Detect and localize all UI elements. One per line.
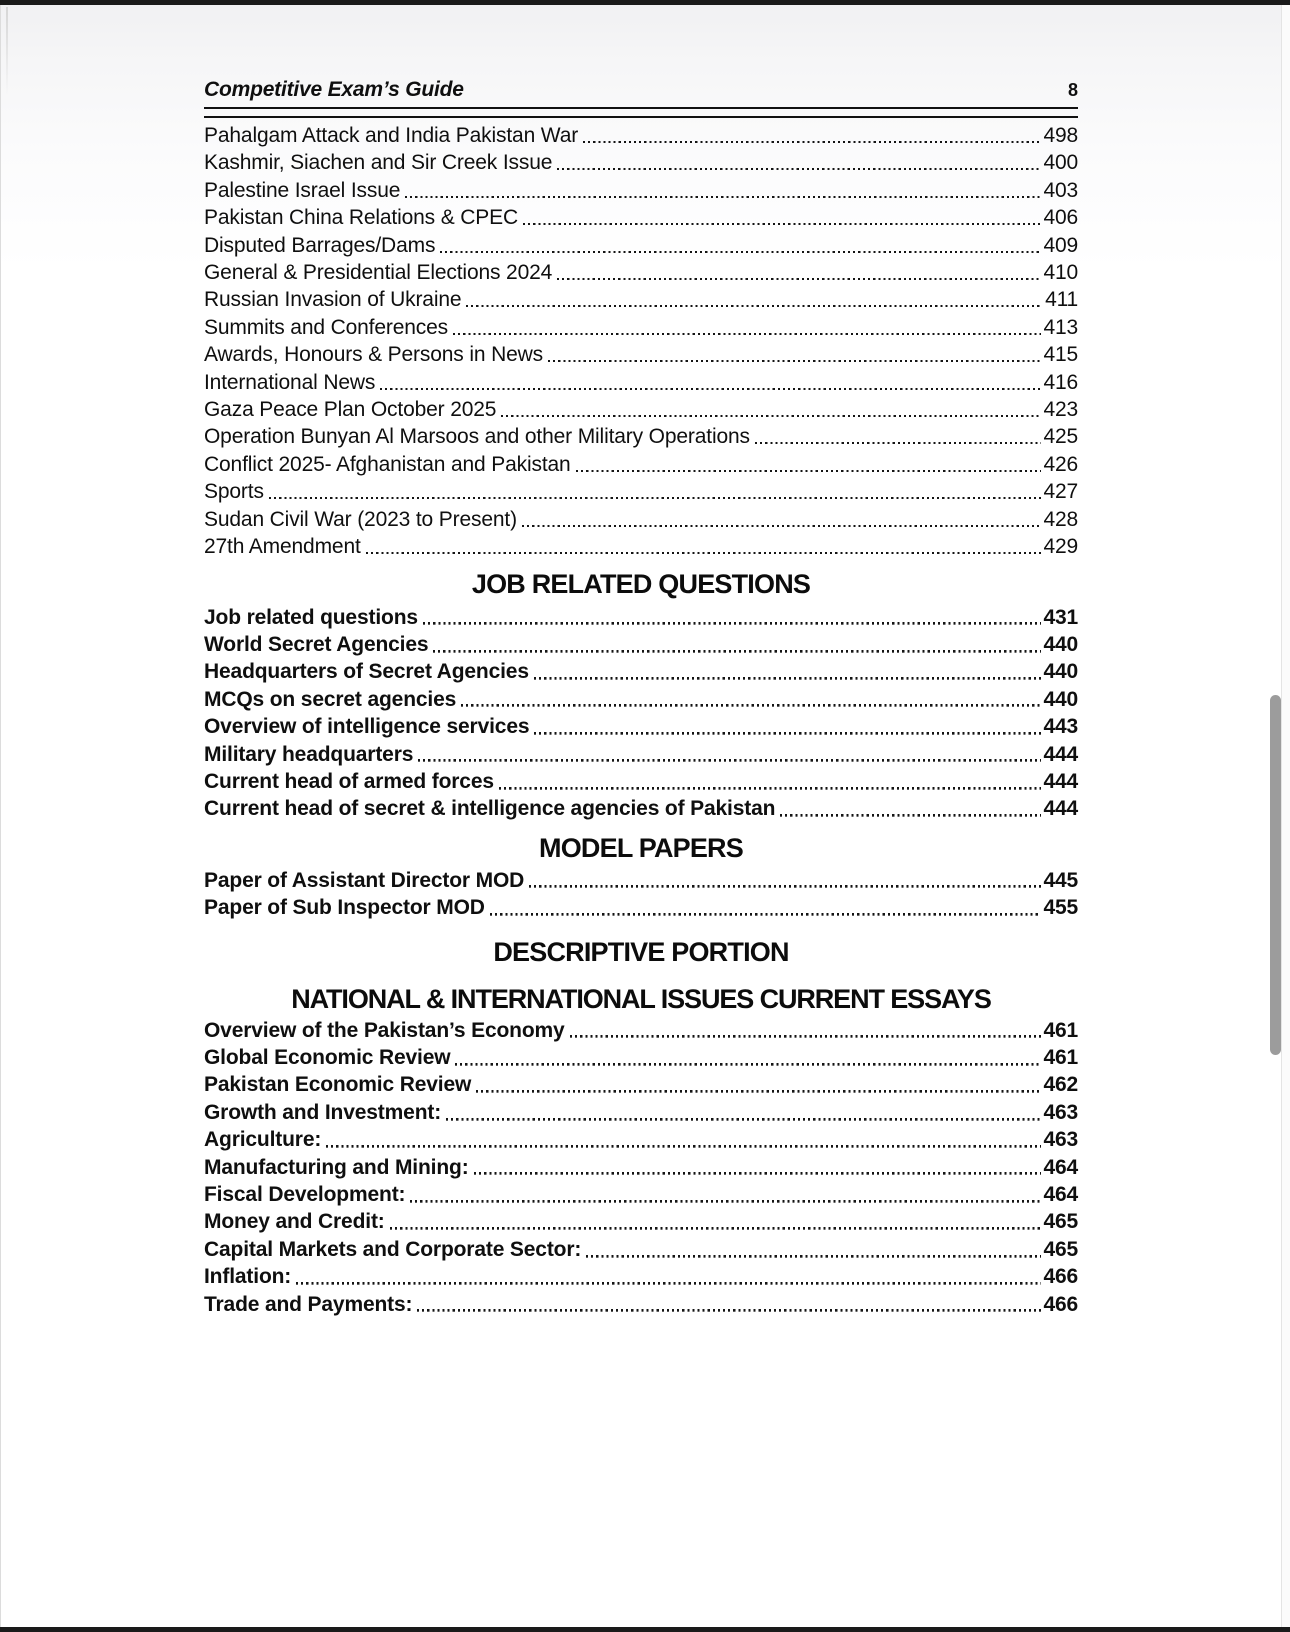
- scrollbar-thumb[interactable]: [1270, 695, 1281, 1055]
- toc-entry-title: Global Economic Review: [204, 1045, 451, 1069]
- toc-entry: [204, 1044, 1078, 1071]
- toc-entry-title: Headquarters of Secret Agencies: [204, 660, 529, 684]
- toc-entry-page: 466: [1043, 1292, 1078, 1316]
- toc-entry-title: Growth and Investment:: [204, 1100, 442, 1124]
- toc-entry-title: Awards, Honours & Persons in News: [204, 343, 543, 367]
- toc-entry-page: 409: [1043, 233, 1078, 257]
- toc-entry-page: 415: [1043, 343, 1078, 367]
- toc-entry: [204, 259, 1078, 286]
- dot-leader: [586, 1236, 1040, 1263]
- toc-entry-title: Money and Credit:: [204, 1210, 385, 1234]
- dot-leader: [440, 232, 1040, 259]
- toc-entry-title: Kashmir, Siachen and Sir Creek Issue: [204, 151, 553, 175]
- toc-entry-page: 444: [1043, 769, 1078, 793]
- toc-entry-title: Russian Invasion of Ukraine: [204, 288, 462, 312]
- book-title: Competitive Exam’s Guide: [204, 78, 464, 101]
- toc-entry: [204, 604, 1078, 631]
- dot-leader: [499, 768, 1041, 795]
- toc-entry-title: Gaza Peace Plan October 2025: [204, 398, 497, 422]
- toc-entry-page: 425: [1043, 425, 1078, 449]
- dot-leader: [534, 658, 1041, 685]
- toc-entry-title: Paper of Assistant Director MOD: [204, 868, 525, 892]
- dot-leader: [570, 1017, 1041, 1044]
- toc-entry-page: 464: [1043, 1155, 1078, 1179]
- toc-entry: [204, 341, 1078, 368]
- toc-entry-title: Palestine Israel Issue: [204, 178, 401, 202]
- toc-entry-title: 27th Amendment: [204, 535, 361, 559]
- toc-entry-title: Pakistan China Relations & CPEC: [204, 206, 519, 230]
- toc-entry-page: 463: [1043, 1100, 1078, 1124]
- dot-leader: [780, 795, 1040, 822]
- toc-entry: [204, 1181, 1078, 1208]
- dot-leader: [755, 423, 1041, 450]
- toc-entry-page: 461: [1043, 1018, 1078, 1042]
- dot-leader: [417, 1291, 1040, 1318]
- dot-leader: [490, 894, 1041, 921]
- dot-leader: [557, 149, 1040, 176]
- toc-entry-title: Current head of secret & intelligence agencies of Pakistan: [204, 797, 776, 821]
- scrollbar-track[interactable]: [1281, 5, 1290, 1627]
- dot-leader: [418, 741, 1040, 768]
- toc-entry: [204, 658, 1078, 685]
- toc-entry-title: Pahalgam Attack and India Pakistan War: [204, 124, 579, 147]
- toc-entry: [204, 369, 1078, 396]
- toc-entry-page: 498: [1043, 124, 1078, 147]
- toc-entry-page: 440: [1043, 632, 1078, 656]
- dot-leader: [501, 396, 1040, 423]
- toc-entry: [204, 1126, 1078, 1153]
- dot-leader: [474, 1154, 1041, 1181]
- toc-entry: [204, 204, 1078, 231]
- dot-leader: [366, 533, 1041, 560]
- toc-entry: [204, 894, 1078, 921]
- dot-leader: [269, 478, 1041, 505]
- dot-leader: [476, 1071, 1040, 1098]
- toc-entry-page: 426: [1043, 452, 1078, 476]
- toc-entry: [204, 1099, 1078, 1126]
- toc-entry-title: Conflict 2025- Afghanistan and Pakistan: [204, 452, 571, 476]
- toc-entry-title: Manufacturing and Mining:: [204, 1155, 469, 1179]
- toc-entry-page: 465: [1043, 1237, 1078, 1261]
- toc-entry-page: 427: [1043, 480, 1078, 504]
- toc-entry-title: Operation Bunyan Al Marsoos and other Military Operations: [204, 425, 750, 449]
- toc-entry-page: 403: [1043, 178, 1078, 202]
- dot-leader: [583, 122, 1040, 149]
- toc-entry: [204, 478, 1078, 505]
- toc-entry-title: General & Presidential Elections 2024: [204, 261, 553, 285]
- toc-entry: [204, 1208, 1078, 1235]
- toc-entry-title: Overview of the Pakistan’s Economy: [204, 1018, 565, 1042]
- toc-list: [204, 122, 1078, 1318]
- section-heading: MODEL PAPERS: [539, 832, 743, 863]
- toc-entry-page: 465: [1043, 1210, 1078, 1234]
- toc-entry-title: Current head of armed forces: [204, 769, 494, 793]
- toc-entry-title: Trade and Payments:: [204, 1292, 413, 1316]
- toc-entry: [204, 741, 1078, 768]
- toc-entry-page: 413: [1043, 315, 1078, 339]
- toc-entry-title: Sports: [204, 480, 264, 504]
- toc-entry-page: 423: [1043, 398, 1078, 422]
- toc-entry-page: 461: [1043, 1045, 1078, 1069]
- toc-entry-page: 443: [1043, 715, 1078, 739]
- dot-leader: [534, 713, 1040, 740]
- dot-leader: [548, 341, 1041, 368]
- top-edge-bar: [0, 0, 1290, 5]
- toc-entry-page: 411: [1045, 288, 1078, 312]
- toc-entry: [204, 686, 1078, 713]
- toc-entry-title: Paper of Sub Inspector MOD: [204, 896, 485, 920]
- toc-entry: [204, 451, 1078, 478]
- toc-entry-page: 400: [1043, 151, 1078, 175]
- dot-leader: [453, 314, 1041, 341]
- toc-entry-title: World Secret Agencies: [204, 632, 429, 656]
- toc-entry-page: 444: [1043, 742, 1078, 766]
- toc-entry-title: Job related questions: [204, 605, 418, 629]
- toc-entry: [204, 1236, 1078, 1263]
- toc-entry-title: Capital Markets and Corporate Sector:: [204, 1237, 582, 1261]
- dot-leader: [557, 259, 1040, 286]
- toc-entry-page: 410: [1043, 261, 1078, 285]
- toc-entry-title: Agriculture:: [204, 1128, 322, 1152]
- toc-entry-page: 416: [1043, 370, 1078, 394]
- dot-leader: [433, 631, 1040, 658]
- dot-leader: [326, 1126, 1040, 1153]
- bottom-edge-bar: [0, 1627, 1290, 1632]
- section-heading: JOB RELATED QUESTIONS: [471, 568, 811, 599]
- toc-entry-page: 429: [1043, 535, 1078, 559]
- left-page-edge: [0, 5, 1, 1627]
- toc-entry-title: Inflation:: [204, 1265, 292, 1289]
- section-heading: NATIONAL & INTERNATIONAL ISSUES CURRENT ESSAYS: [291, 983, 991, 1014]
- toc-entry: [204, 533, 1078, 560]
- scanned-toc-page: [0, 5, 1290, 1627]
- toc-entry: [204, 631, 1078, 658]
- toc-entry: [204, 1154, 1078, 1181]
- toc-entry-page: 462: [1043, 1073, 1078, 1097]
- dot-leader: [461, 686, 1040, 713]
- toc-entry-title: Disputed Barrages/Dams: [204, 233, 436, 257]
- toc-entry: [204, 177, 1078, 204]
- page-number: 8: [1067, 80, 1078, 100]
- toc-entry: [204, 1071, 1078, 1098]
- toc-entry-page: 440: [1043, 660, 1078, 684]
- toc-entry: [204, 423, 1078, 450]
- dot-leader: [466, 286, 1042, 313]
- toc-entry-title: International News: [204, 370, 376, 394]
- toc-entry: [204, 768, 1078, 795]
- toc-entry-page: 464: [1043, 1183, 1078, 1206]
- toc-entry: [204, 1017, 1078, 1044]
- toc-entry-page: 431: [1043, 605, 1078, 629]
- toc-entry: [204, 286, 1078, 313]
- toc-entry-page: 463: [1043, 1128, 1078, 1152]
- toc-entry-page: 406: [1043, 206, 1078, 230]
- header-double-rule: [204, 107, 1078, 118]
- toc-entry-page: 428: [1043, 507, 1078, 531]
- dot-leader: [405, 177, 1040, 204]
- toc-entry-page: 445: [1043, 868, 1078, 892]
- toc-entry-page: 444: [1043, 797, 1078, 821]
- dot-leader: [455, 1044, 1040, 1071]
- toc-entry: [204, 1291, 1078, 1318]
- toc-entry: [204, 506, 1078, 533]
- dot-leader: [523, 204, 1041, 231]
- dot-leader: [423, 604, 1041, 631]
- toc-entry-title: Overview of intelligence services: [204, 715, 530, 739]
- toc-entry: [204, 149, 1078, 176]
- toc-entry: [204, 232, 1078, 259]
- dot-leader: [522, 506, 1041, 533]
- toc-entry: [204, 795, 1078, 822]
- dot-leader: [390, 1208, 1041, 1235]
- toc-entry-title: Pakistan Economic Review: [204, 1073, 472, 1097]
- dot-leader: [446, 1099, 1040, 1126]
- dot-leader: [410, 1181, 1040, 1208]
- toc-entry: [204, 314, 1078, 341]
- toc-entry-title: Military headquarters: [204, 742, 414, 766]
- dot-leader: [380, 369, 1040, 396]
- toc-entry-page: 466: [1043, 1265, 1078, 1289]
- toc-entry: [204, 1263, 1078, 1290]
- running-header: [204, 78, 1078, 102]
- dot-leader: [576, 451, 1041, 478]
- toc-entry: [204, 713, 1078, 740]
- toc-entry-page: 440: [1043, 687, 1078, 711]
- section-heading: DESCRIPTIVE PORTION: [493, 936, 789, 967]
- page-content: [204, 5, 1078, 1318]
- dot-leader: [529, 867, 1040, 894]
- dot-leader: [296, 1263, 1040, 1290]
- toc-entry: [204, 396, 1078, 423]
- toc-entry: [204, 867, 1078, 894]
- toc-entry-title: Sudan Civil War (2023 to Present): [204, 507, 517, 531]
- toc-entry-title: Fiscal Development:: [204, 1183, 406, 1206]
- toc-entry-page: 455: [1043, 896, 1078, 920]
- toc-entry-title: MCQs on secret agencies: [204, 687, 457, 711]
- toc-entry-title: Summits and Conferences: [204, 315, 448, 339]
- toc-entry: [204, 122, 1078, 149]
